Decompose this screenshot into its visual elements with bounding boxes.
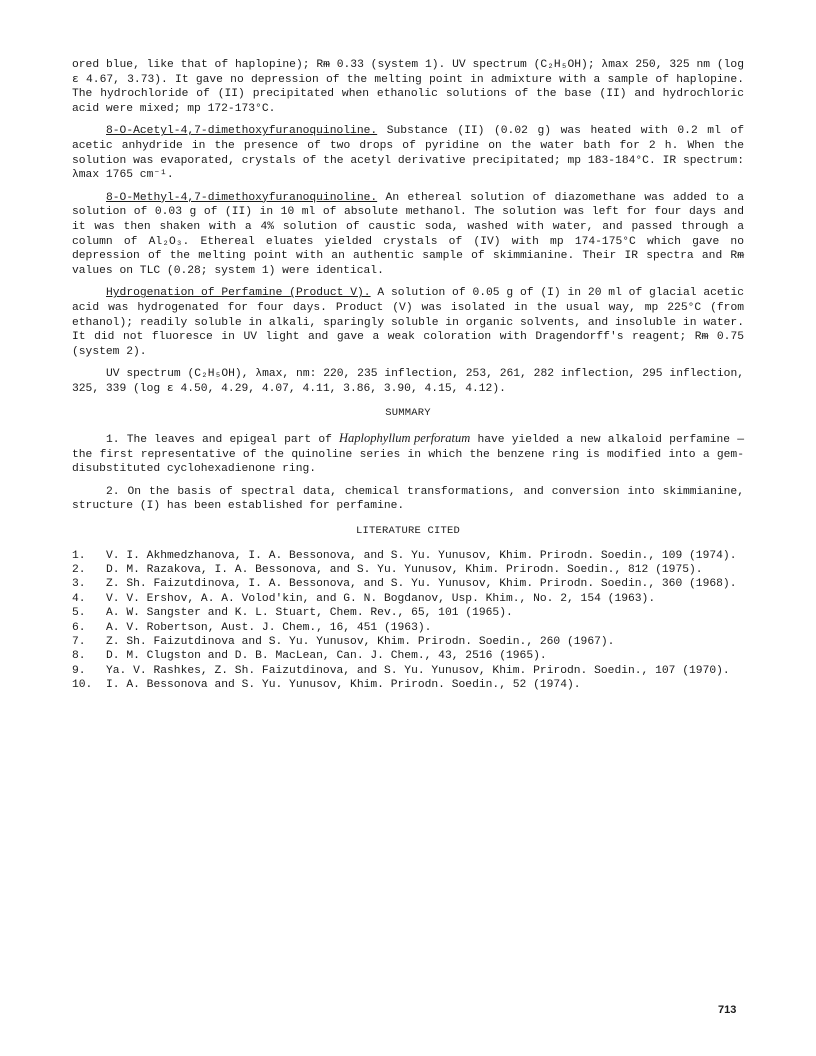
reference-text: D. M. Clugston and D. B. MacLean, Can. J. Chem., 43, 2516 (1965). (106, 650, 547, 663)
section-body-methyl: An ethereal solution of diazomethane was added to a solution of 0.03 g of (II) in 10 ml of absolute methanol. The solution was left for four days and it was then shaken with a 4% solution of caustic soda, washed with water, and passed through a column of Al₂O₃. Ethereal eluates yielded crystals of (IV) with mp 174-175°C which gave no depression of the melting point with an authentic sample of skimmianine. Their IR spectra and Rᵯ values on TLC (0.28; system 1) were identical. (72, 191, 744, 277)
paragraph-hydrogenation (72, 286, 744, 359)
reference-item (72, 592, 744, 606)
reference-text: D. M. Razakova, I. A. Bessonova, and S. Yu. Yunusov, Khim. Prirodn. Soedin., 812 (1975). (106, 564, 703, 577)
reference-item (72, 678, 744, 692)
paragraph-methyl (72, 191, 744, 279)
reference-number: 4. (72, 592, 86, 605)
reference-item (72, 635, 744, 649)
reference-item (72, 606, 744, 620)
reference-text: A. V. Robertson, Aust. J. Chem., 16, 451 (1963). (106, 621, 432, 634)
summary-item-1-end: have yielded a new alkaloid perfamine — the first representative of the quinoline series in which the benzene ring is modified into a gem-disubstituted cyclohexadienone ring. (72, 434, 744, 476)
summary-item-2: 2. On the basis of spectral data, chemical transformations, and conversion into skimmianine, structure (I) has been established for perfamine. (72, 485, 744, 513)
reference-number: 10. (72, 679, 93, 692)
section-title-hydrogenation: Hydrogenation of Perfamine (Product V). (106, 287, 371, 300)
reference-item (72, 664, 744, 678)
reference-item (72, 563, 744, 577)
paragraph-acetyl (72, 124, 744, 182)
reference-text: V. I. Akhmedzhanova, I. A. Bessonova, and S. Yu. Yunusov, Khim. Prirodn. Soedin., 109 (1974). (106, 549, 737, 562)
section-title-methyl: 8-O-Methyl-4,7-dimethoxyfuranoquinoline. (106, 191, 378, 204)
reference-item (72, 621, 744, 635)
reference-text: I. A. Bessonova and S. Yu. Yunusov, Khim. Prirodn. Soedin., 52 (1974). (106, 679, 581, 692)
reference-number: 2. (72, 564, 86, 577)
paragraph-haplopine: ored blue, like that of haplopine); Rᵯ 0.33 (system 1). UV spectrum (C₂H₅OH); λmax 250, 325 nm (log ε 4.67, 3.73). It gave no depression of the melting point in admixture with a sample of haplopine. The hydrochloride of (II) precipitated when ethanolic solutions of the base (II) and hydrochloric acid were mixed; mp 172-173°C. (72, 59, 744, 115)
reference-number: 6. (72, 621, 86, 634)
reference-item (72, 649, 744, 663)
reference-text: V. V. Ershov, A. A. Volod'kin, and G. N. Bogdanov, Usp. Khim., No. 2, 154 (1963). (106, 592, 656, 605)
section-title-acetyl: 8-O-Acetyl-4,7-dimethoxyfuranoquinoline. (106, 125, 378, 138)
reference-item (72, 549, 744, 563)
reference-text: Z. Sh. Faizutdinova, I. A. Bessonova, and S. Yu. Yunusov, Khim. Prirodn. Soedin., 360 (1968). (106, 578, 737, 591)
summary-item-1 (72, 431, 744, 477)
reference-text: Z. Sh. Faizutdinova and S. Yu. Yunusov, Khim. Prirodn. Soedin., 260 (1967). (106, 636, 615, 649)
page-number: 713 (718, 1004, 737, 1016)
paragraph-uv-spectrum: UV spectrum (C₂H₅OH), λmax, nm: 220, 235 inflection, 253, 261, 282 inflection, 295 inflection, 325, 339 (log ε 4.50, 4.29, 4.07, 4.11, 3.86, 3.90, 4.15, 4.12). (72, 368, 744, 395)
reference-text: Ya. V. Rashkes, Z. Sh. Faizutdinova, and S. Yu. Yunusov, Khim. Prirodn. Soedin., 107 (1970). (106, 664, 730, 677)
summary-heading: SUMMARY (385, 407, 431, 420)
reference-number: 3. (72, 578, 86, 591)
reference-number: 5. (72, 607, 86, 620)
reference-item (72, 577, 744, 591)
species-name: Haplophyllum perforatum (339, 431, 471, 446)
reference-list (72, 549, 744, 693)
summary-item-1-start: 1. The leaves and epigeal part of (106, 434, 340, 447)
reference-number: 9. (72, 664, 86, 677)
literature-heading: LITERATURE CITED (355, 525, 461, 538)
reference-number: 8. (72, 650, 86, 663)
paper-page (72, 58, 744, 693)
reference-text: A. W. Sangster and K. L. Stuart, Chem. Rev., 65, 101 (1965). (106, 607, 513, 620)
reference-number: 1. (72, 549, 86, 562)
reference-number: 7. (72, 636, 86, 649)
section-body-acetyl: Substance (II) (0.02 g) was heated with 0.2 ml of acetic anhydride in the presence of two drops of pyridine on the water bath for 2 h. When the solution was evaporated, crystals of the acetyl derivative precipitated; mp 183-184°C. IR spectrum: λmax 1765 cm⁻¹. (72, 125, 744, 182)
section-body-hydrogenation: A solution of 0.05 g of (I) in 20 ml of glacial acetic acid was hydrogenated for four days. Product (V) was isolated in the usual way, mp 225°C (from ethanol); readily soluble in alkali, sparingly soluble in organic solvents, and insoluble in water. It did not fluoresce in UV light and gave a weak coloration with Dragendorff's reagent; Rᵯ 0.75 (system 2). (72, 287, 745, 358)
